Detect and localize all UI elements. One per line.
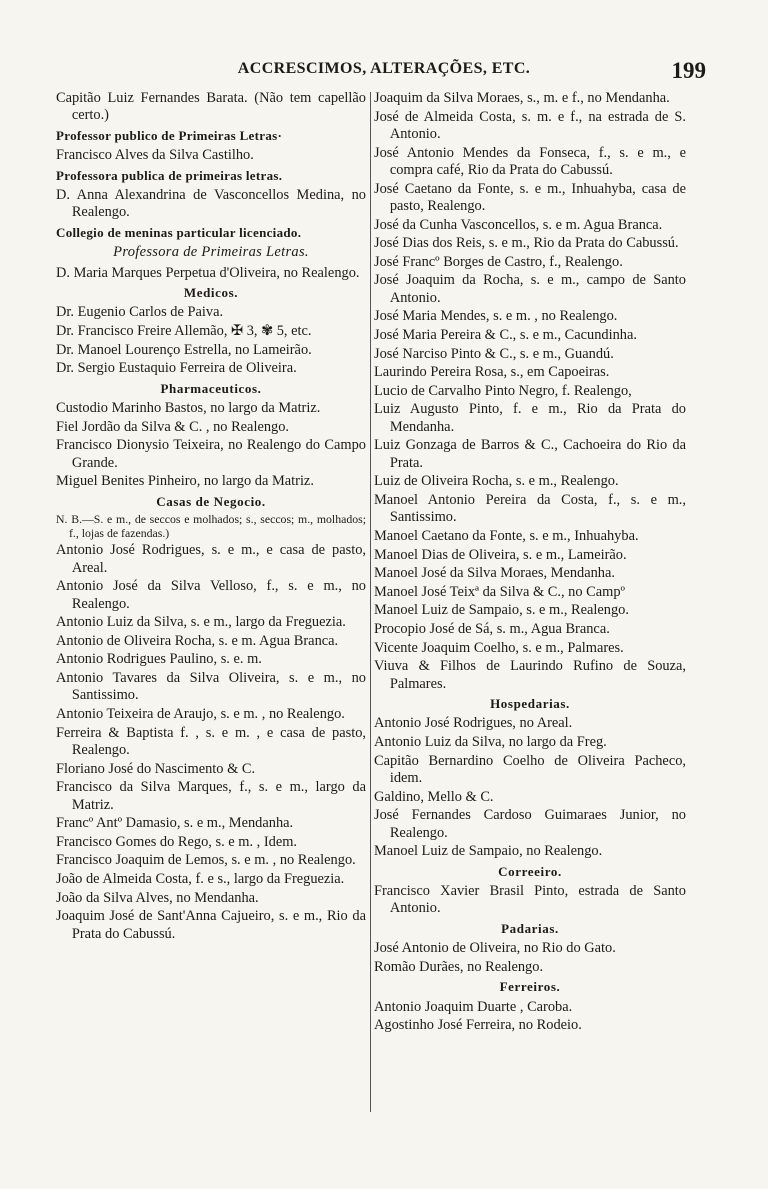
directory-entry: Antonio Luiz da Silva, no largo da Freg. — [374, 733, 607, 750]
directory-entry: José Narciso Pinto & C., s. e m., Guandú. — [374, 345, 614, 362]
directory-entry: Manoel Caetano da Fonte, s. e m., Inhuahyba. — [374, 527, 639, 544]
directory-entry: José de Almeida Costa, s. m. e f., na estrada de S. Antonio. — [374, 108, 686, 142]
directory-entry: Manoel José da Silva Moraes, Mendanha. — [374, 565, 615, 582]
directory-entry: Joaquim da Silva Moraes, s., m. e f., no Mendanha. — [374, 90, 670, 106]
directory-entry: Luiz de Oliveira Rocha, s. e m., Realengo. — [374, 473, 619, 490]
directory-entry: Romão Durães, no Realengo. — [374, 958, 544, 975]
directory-entry: Antonio Luiz da Silva, s. e m., largo da Freguezia. — [56, 614, 346, 631]
directory-entry: Vicente Joaquim Coelho, s. e m., Palmares. — [374, 639, 624, 656]
directory-entry: D. Anna Alexandrina de Vasconcellos Medina, no Realengo. — [56, 187, 366, 221]
directory-entry: José Maria Pereira & C., s. e m., Cacundinha. — [374, 326, 637, 343]
directory-entry: Francisco da Silva Marques, f., s. e m., largo da Matriz. — [56, 779, 366, 813]
directory-entry: Ferreira & Baptista f. , s. e m. , e casa de pasto, Realengo. — [56, 724, 366, 759]
section-heading: Casas de Negocio. — [156, 493, 266, 509]
directory-entry: Antonio Rodrigues Paulino, s. e. m. — [56, 651, 262, 668]
directory-entry: Agostinho José Ferreira, no Rodeio. — [374, 1017, 582, 1034]
directory-entry: José Antonio Mendes da Fonseca, f., s. e m., e compra café, Rio da Prata do Cabussú. — [374, 144, 686, 178]
directory-entry: Fiel Jordão da Silva & C. , no Realengo. — [56, 418, 290, 435]
directory-entry: José Dias dos Reis, s. e m., Rio da Prata do Cabussú. — [374, 235, 679, 252]
directory-entry: Francisco Alves da Silva Castilho. — [56, 147, 254, 164]
directory-entry: Francº Antº Damasio, s. e m., Mendanha. — [56, 815, 294, 832]
directory-entry: João de Almeida Costa, f. e s., largo da Freguezia. — [56, 871, 345, 887]
directory-entry: Manoel José Teixª da Silva & C., no Campº — [374, 583, 625, 600]
directory-entry: Manoel Luiz de Sampaio, no Realengo. — [374, 843, 603, 860]
section-heading: Padarias. — [501, 920, 559, 936]
section-heading: Pharmaceuticos. — [160, 380, 262, 396]
section-heading: Professora publica de primeiras letras. — [56, 167, 283, 183]
directory-entry: Galdino, Mello & C. — [374, 788, 494, 805]
directory-entry: Miguel Benites Pinheiro, no largo da Matriz. — [56, 473, 314, 490]
directory-entry: José Maria Mendes, s. e m. , no Realengo. — [374, 308, 618, 325]
directory-entry: José Joaquim da Rocha, s. e m., campo de Santo Antonio. — [374, 272, 686, 306]
directory-entry: João da Silva Alves, no Mendanha. — [56, 889, 259, 906]
left-column — [56, 90, 366, 944]
section-heading: Ferreiros. — [499, 979, 561, 995]
directory-entry: Manoel Dias de Oliveira, s. e m., Lameirão. — [374, 546, 627, 563]
page-header — [60, 58, 708, 88]
directory-entry: Manoel Antonio Pereira da Costa, f., s. e m., Santissimo. — [374, 491, 686, 526]
directory-entry: Floriano José do Nascimento & C. — [56, 760, 256, 777]
directory-entry: Antonio Joaquim Duarte , Caroba. — [374, 998, 573, 1015]
directory-entry: Luiz Augusto Pinto, f. e m., Rio da Prata do Mendanha. — [374, 401, 686, 435]
directory-entry: Laurindo Pereira Rosa, s., em Capoeiras. — [374, 364, 610, 381]
section-heading: Correeiro. — [498, 863, 562, 879]
directory-entry: Francisco Dionysio Teixeira, no Realengo do Campo Grande. — [56, 437, 366, 471]
directory-entry: Dr. Sergio Eustaquio Ferreira de Oliveira. — [56, 360, 297, 377]
directory-entry: Dr. Francisco Freire Allemão, ✠ 3, ✾ 5, etc. — [56, 323, 312, 340]
page-number: 199 — [671, 58, 706, 83]
directory-entry: Procopio José de Sá, s. m., Agua Branca. — [374, 620, 610, 637]
left-column-list — [56, 90, 366, 943]
directory-entry: Dr. Manoel Lourenço Estrella, no Lameirão. — [56, 341, 312, 358]
directory-entry: Francisco Joaquim de Lemos, s. e m. , no Realengo. — [56, 852, 356, 869]
directory-entry: Francisco Xavier Brasil Pinto, estrada de Santo Antonio. — [374, 882, 686, 917]
right-column-list — [374, 90, 686, 1035]
directory-entry: Viuva & Filhos de Laurindo Rufino de Souza, Palmares. — [374, 658, 686, 692]
page-title: ACCRESCIMOS, ALTERAÇÕES, ETC. — [237, 60, 531, 77]
section-heading: Medicos. — [183, 285, 239, 301]
directory-entry: José Antonio de Oliveira, no Rio do Gato. — [374, 940, 616, 957]
section-heading: Collegio de meninas particular licenciado. — [56, 224, 302, 240]
directory-entry: Lucio de Carvalho Pinto Negro, f. Realengo, — [374, 382, 632, 399]
directory-entry: Capitão Bernardino Coelho de Oliveira Pacheco, idem. — [374, 752, 686, 786]
right-column — [374, 90, 686, 1036]
column-divider — [370, 92, 371, 1112]
directory-entry: José da Cunha Vasconcellos, s. e m. Agua Branca. — [374, 216, 663, 233]
section-heading: Hospedarias. — [490, 695, 570, 711]
directory-entry: José Caetano da Fonte, s. e m., Inhuahyba, casa de pasto, Realengo. — [374, 180, 686, 214]
directory-entry: Custodio Marinho Bastos, no largo da Matriz. — [56, 400, 321, 417]
directory-entry: Francisco Gomes do Rego, s. e m. , Idem. — [56, 833, 298, 850]
section-heading: Professor publico de Primeiras Letras· — [56, 127, 283, 143]
directory-entry: Capitão Luiz Fernandes Barata. (Não tem capellão certo.) — [56, 90, 366, 124]
directory-entry: Luiz Gonzaga de Barros & C., Cachoeira do Rio da Prata. — [374, 437, 686, 471]
abbreviation-note: N. B.—S. e m., de seccos e molhados; s., seccos; m., molhados; f., lojas de fazendas.) — [56, 512, 366, 540]
directory-entry: D. Maria Marques Perpetua d'Oliveira, no Realengo. — [56, 264, 360, 281]
section-heading: Professora de Primeiras Letras. — [113, 244, 309, 261]
directory-entry: Antonio Teixeira de Araujo, s. e m. , no Realengo. — [56, 706, 345, 723]
directory-entry: Manoel Luiz de Sampaio, s. e m., Realengo. — [374, 602, 629, 619]
directory-entry: Dr. Eugenio Carlos de Paiva. — [56, 304, 224, 321]
directory-entry: Antonio de Oliveira Rocha, s. e m. Agua Branca. — [56, 632, 339, 649]
directory-entry: Antonio José da Silva Velloso, f., s. e m., no Realengo. — [56, 578, 366, 612]
directory-entry: Antonio José Rodrigues, no Areal. — [374, 715, 573, 732]
directory-entry: Antonio José Rodrigues, s. e m., e casa de pasto, Areal. — [56, 542, 366, 576]
directory-entry: José Fernandes Cardoso Guimaraes Junior, no Realengo. — [374, 807, 686, 841]
directory-entry: Antonio Tavares da Silva Oliveira, s. e m., no Santissimo. — [56, 670, 366, 704]
directory-entry: José Francº Borges de Castro, f., Realengo. — [374, 253, 623, 270]
directory-entry: Joaquim José de Sant'Anna Cajueiro, s. e m., Rio da Prata do Cabussú. — [56, 908, 366, 942]
